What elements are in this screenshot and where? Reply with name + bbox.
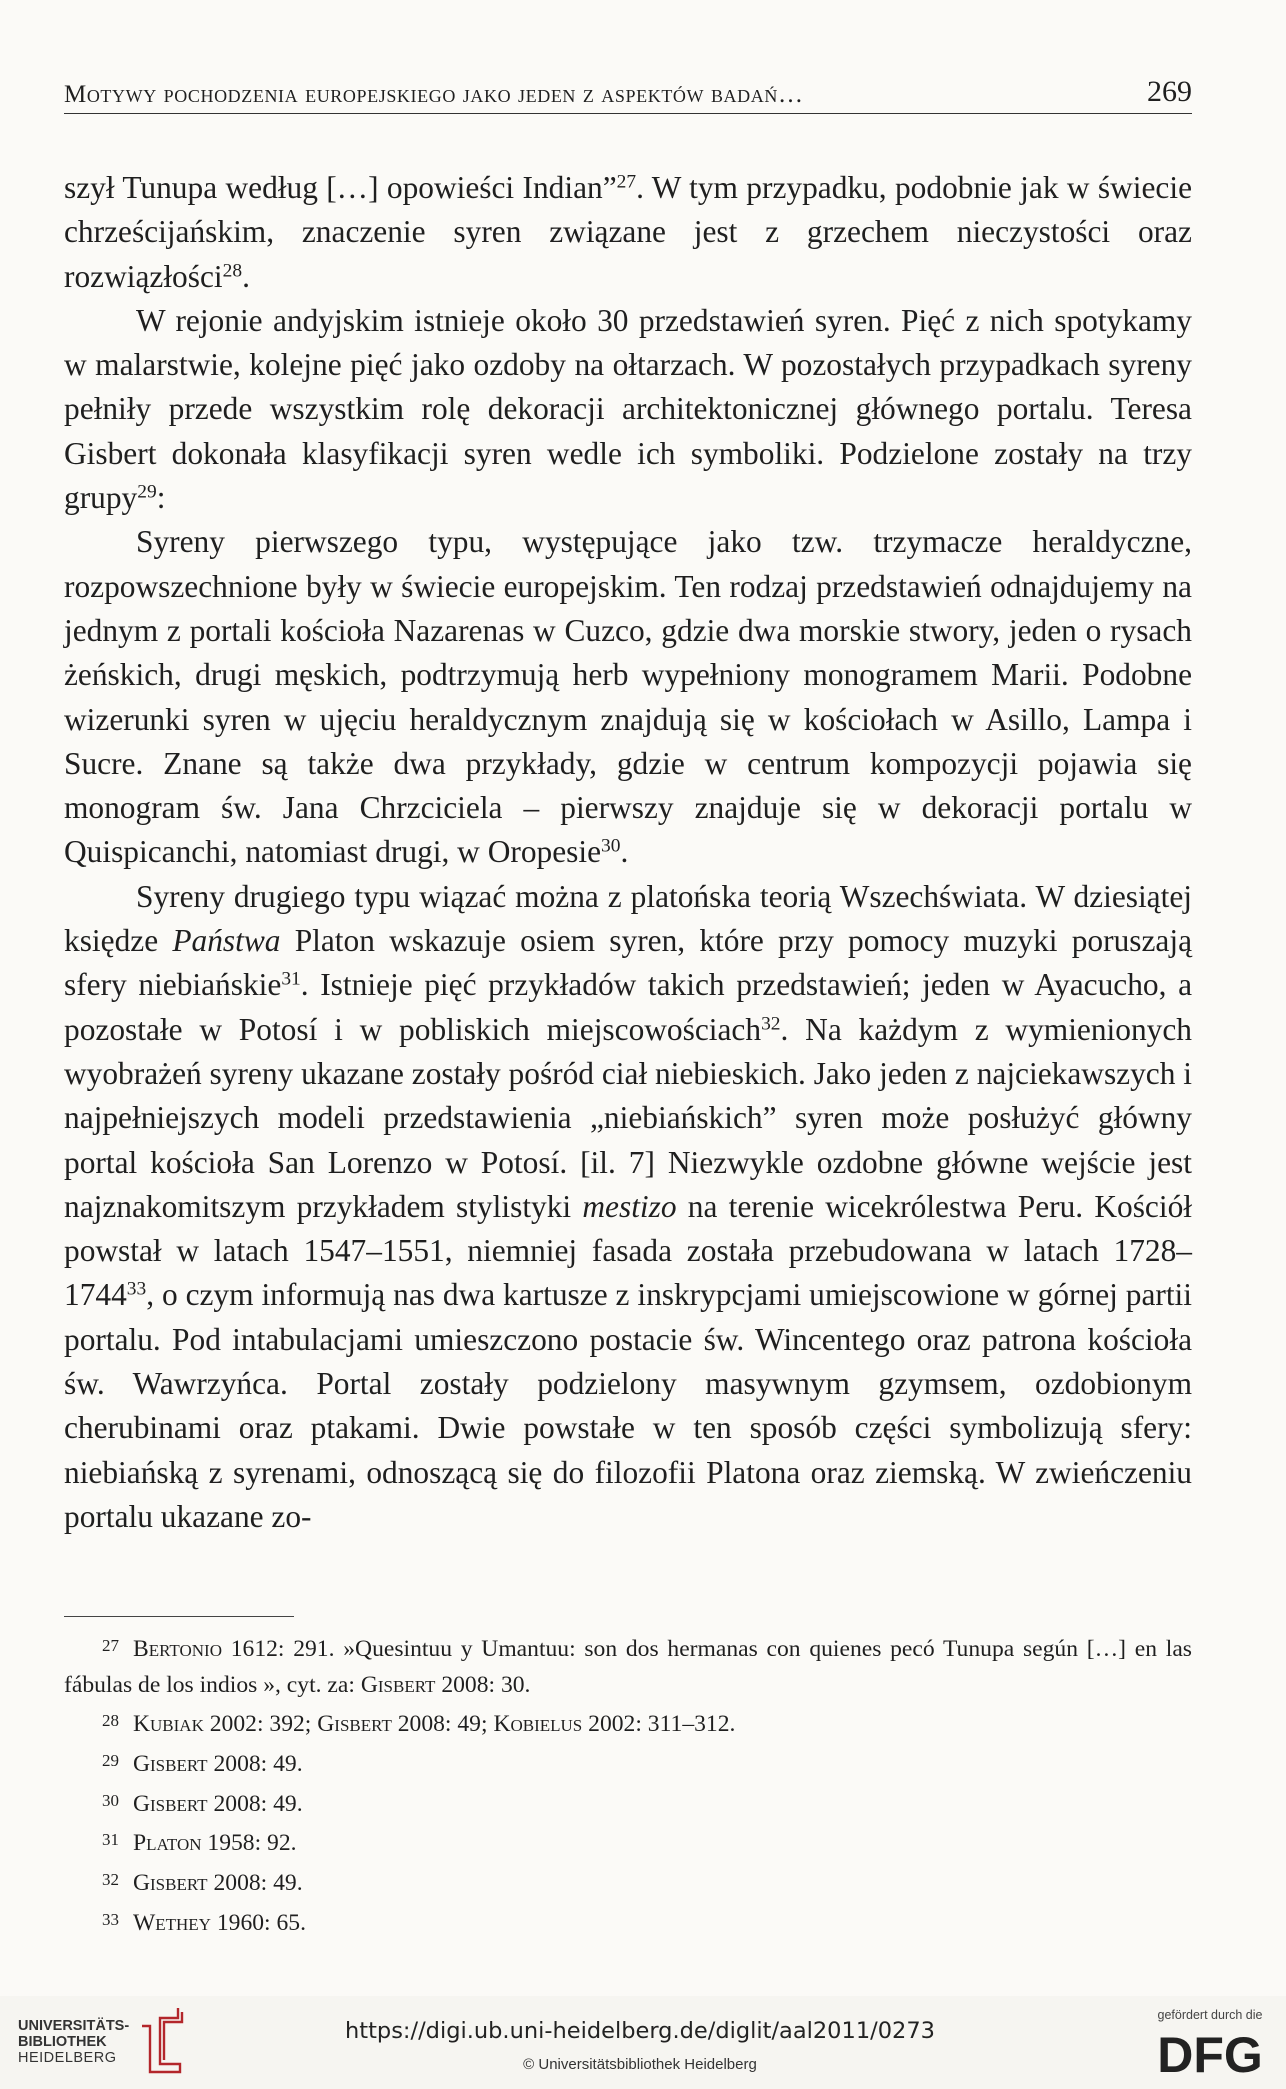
author-name: Wethey [132,1909,211,1936]
library-name-line-2: BIBLIOTHEK [18,2034,107,2050]
dfg-tagline: gefördert durch die [1157,2008,1263,2022]
footnote [64,1743,1192,1783]
text-run: 1960: 65. [210,1909,307,1936]
footnote-reference[interactable]: 32 [761,1012,781,1034]
footnote-separator [64,1616,294,1617]
author-name: Kubiak [132,1711,204,1738]
text-run: Syreny pierwszego typu, występujące jako tzw. trzymacze heraldyczne, rozpowszechnione były w świecie europejskim. Ten rodzaj przedstawień odnajdujemy na jednym z portali kościoła Nazarenas w Cuzco, gdzie dwa morskie stwory, jeden o rysach żeńskich, drugi męskich, podtrzymują herb wypełniony monogramem Marii. Podobne wizerunki syren w ujęciu heraldycznym znajdują się w kościołach w Asillo, Lampa i Sucre. Znane są także dwa przykłady, gdzie w centrum kompozycji pojawia się monogram św. Jana Chrzciciela – pierwszy znajduje się w dekoracji portalu w Quispicanchi, natomiast drugi, w Oropesie [64,524,1192,870]
text-run: . Na każdym z wymienionych wyobrażeń syreny ukazane zostały pośród ciał niebieskich. Jako jeden z najciekawszych i najpełniejszych modeli przedstawienia „niebiańskich” syren może posłużyć główny portal kościoła San Lorenzo w Potosí. [il. 7] Niezwykle ozdobne główne wejście jest najznakomitszym przykładem stylistyki [64,1011,1192,1224]
footnote [64,1783,1192,1823]
text-run: 2002: 392; [203,1711,318,1738]
digital-library-url-link[interactable]: https://digi.ub.uni-heidelberg.de/diglit/aal2011/0273 [345,2018,935,2044]
text-run: 2008: 49. [207,1870,303,1897]
running-title: Motywy pochodzenia europejskiego jako jeden z aspektów badań… [64,81,804,108]
copyright-notice: © Universitätsbibliothek Heidelberg [523,2056,757,2073]
text-run: . [242,258,250,294]
author-name: Gisbert [132,1751,208,1778]
text-run: W rejonie andyjskim istnieje około 30 przedstawień syren. Pięć z nich spotykamy w malarstwie, kolejne pięć jako ozdoby na ołtarzach. W pozostałych przypadkach syreny pełniły przede wszystkim rolę dekoracji architektonicznej głównego portalu. Teresa Gisbert dokonała klasyfikacji syren wedle ich symboliki. Podzielone zostały na trzy grupy [64,302,1192,516]
footnotes [64,1628,1192,1941]
text-run: : [156,480,166,516]
library-name-line-1: UNIVERSITÄTS- [18,2018,130,2034]
text-run: . [620,834,629,870]
body-text [64,166,1192,1539]
footnote [64,1822,1192,1862]
text-run: 2008: 30. [435,1671,531,1698]
dfg-logo-icon[interactable] [1148,2028,1272,2078]
author-name: Gisbert [317,1711,392,1738]
italic-term: Państwa [172,923,281,959]
library-logo[interactable] [18,2018,129,2066]
text-run: 2008: 49. [207,1790,303,1817]
footer-bar [0,1996,1286,2089]
footnote-reference[interactable]: 30 [601,835,621,857]
author-name: Kobielus [493,1711,583,1738]
footnote-reference[interactable]: 31 [281,968,301,990]
text-run: Platon wskazuje osiem syren, które przy pomocy muzyki poruszają sfery niebiańskie [64,923,1192,1003]
text-run: 1958: 92. [201,1830,297,1857]
author-name: Gisbert [132,1870,208,1897]
body-paragraph [64,875,1192,1539]
footnote-number: 29 [102,1750,119,1770]
footnote [64,1862,1192,1902]
footnote-reference[interactable]: 33 [126,1278,147,1300]
author-name: Gisbert [360,1671,436,1698]
footnote [64,1902,1192,1942]
author-name: Gisbert [132,1790,208,1817]
footnote [64,1628,1192,1703]
footnote [64,1703,1192,1743]
body-paragraph [64,166,1192,299]
footnote-number: 33 [102,1909,119,1929]
footnote-number: 28 [102,1711,119,1731]
footnote-number: 30 [102,1790,119,1810]
italic-term: mestizo [582,1188,677,1224]
text-run: , o czym informują nas dwa kartusze z inskrypcjami umiejscowione w górnej partii portalu. Pod intabulacjami umieszczono postacie św. Wincentego oraz patrona kościoła św. Wawrzyńca. Portal zostały podzielony masywnym gzymsem, ozdobionym cherubinami oraz ptakami. Dwie powstałe w ten sposób części symbolizują sfery: niebiańską z syrenami, odnoszącą się do filozofii Platona oraz ziemską. W zwieńczeniu portalu ukazane zo- [64,1277,1192,1534]
footnote-reference[interactable]: 28 [222,259,243,281]
ub-heidelberg-mark-icon [138,2004,186,2076]
text-run: 2002: 311–312. [582,1711,736,1738]
text-run: szył Tunupa według […] opowieści Indian” [64,170,617,205]
text-run: . W tym przypadku, podobnie jak w świecie chrześcijańskim, znaczenie syren związane jest z grzechem nieczystości oraz rozwiązłości [64,170,1193,294]
text-run: . Istnieje pięć przykładów takich przedstawień; jeden w Ayacucho, a pozostałe w Potosí i w pobliskich miejscowościach [64,967,1193,1047]
page-number: 269 [1147,75,1192,108]
running-header [64,70,1192,114]
text-run: 2008: 49. [207,1751,303,1778]
text-run: 1612: 291. »Quesintuu y Umantuu: son dos hermanas con quienes pecó Tunupa según […] en las fábulas de los indios », cyt. za: [64,1636,1192,1698]
body-paragraph [64,299,1192,520]
footnote-number: 31 [102,1830,119,1850]
author-name: Platon [132,1830,202,1857]
dfg-logo-text: DFG [1157,2028,1263,2078]
footnote-reference[interactable]: 29 [137,481,157,503]
text-run: na terenie wicekrólestwa Peru. Kościół powstał w latach 1547–1551, niemniej fasada została przebudowana w latach 1728–1744 [64,1188,1192,1313]
footnote-number: 27 [102,1636,119,1655]
library-name-line-3: HEIDELBERG [18,2050,117,2066]
body-paragraph [64,520,1192,874]
text-run: Syreny drugiego typu wiązać można z platońska teorią Wszechświata. W dziesiątej księdze [64,878,1192,959]
text-run: 2008: 49; [391,1711,494,1738]
footnote-reference[interactable]: 27 [616,171,637,193]
footnote-number: 32 [102,1870,119,1890]
author-name: Bertonio [132,1636,222,1663]
